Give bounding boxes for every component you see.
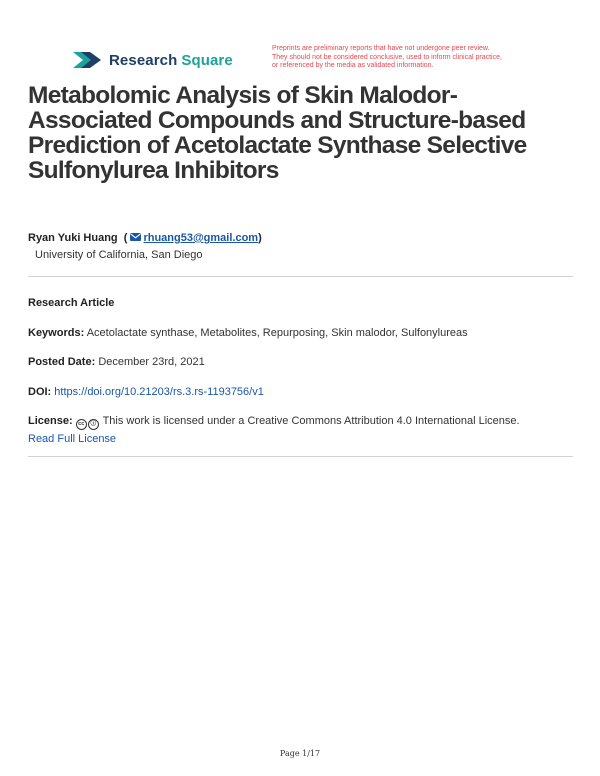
posted-date-row (28, 356, 205, 368)
read-license-row (28, 433, 116, 445)
author-line: Ryan Yuki Huang ( rhuang53@gmail.com) (28, 232, 262, 244)
article-type-row (28, 297, 114, 309)
page-number: Page 1/17 (279, 749, 321, 758)
author-name: Ryan Yuki Huang (28, 232, 118, 244)
research-square-logo[interactable] (72, 48, 233, 72)
read-full-license-link[interactable]: Read Full License (28, 433, 117, 445)
doi-link[interactable]: https://doi.org/10.21203/rs.3.rs-1193756/v1 (54, 386, 264, 398)
preprint-disclaimer (272, 45, 552, 71)
disclaimer-line: Preprints are preliminary reports that have not undergone peer review. (272, 45, 490, 52)
keywords-row (28, 327, 468, 339)
license-text: This work is licensed under a Creative Commons Attribution 4.0 International License. (102, 415, 520, 427)
doi-label: DOI: (28, 386, 52, 398)
brand-name-research: Research (109, 51, 178, 69)
keywords-label: Keywords: (28, 327, 85, 339)
license-label: License: (28, 415, 73, 427)
divider (28, 276, 573, 277)
author-email-link[interactable]: rhuang53@gmail.com (143, 232, 259, 244)
paper-title: Metabolomic Analysis of Skin Malodor-Associated Compounds and Structure-based Prediction of Acetolactate Synthase Selective Sulfonylurea Inhibitors (28, 82, 527, 184)
brand-name-square: Square (181, 51, 233, 69)
posted-date-label: Posted Date: (28, 356, 96, 368)
disclaimer-line: or referenced by the media as validated information. (272, 62, 434, 70)
license-row (28, 415, 520, 430)
brand-name (109, 52, 233, 69)
keywords-value: Acetolactate synthase, Metabolites, Repurposing, Skin malodor, Sulfonylureas (86, 327, 468, 339)
header (72, 44, 572, 80)
author-affiliation: University of California, San Diego (35, 249, 203, 261)
research-square-logo-icon (72, 48, 102, 72)
divider (28, 456, 573, 457)
posted-date-value: December 23rd, 2021 (98, 356, 205, 368)
article-type: Research Article (28, 297, 115, 309)
disclaimer-line: They should not be considered conclusive, used to inform clinical practice, (272, 53, 502, 61)
doi-row (28, 386, 264, 398)
envelope-icon (130, 233, 141, 241)
cc-icon: cc (76, 419, 87, 430)
by-icon: ⓘ (88, 419, 99, 430)
